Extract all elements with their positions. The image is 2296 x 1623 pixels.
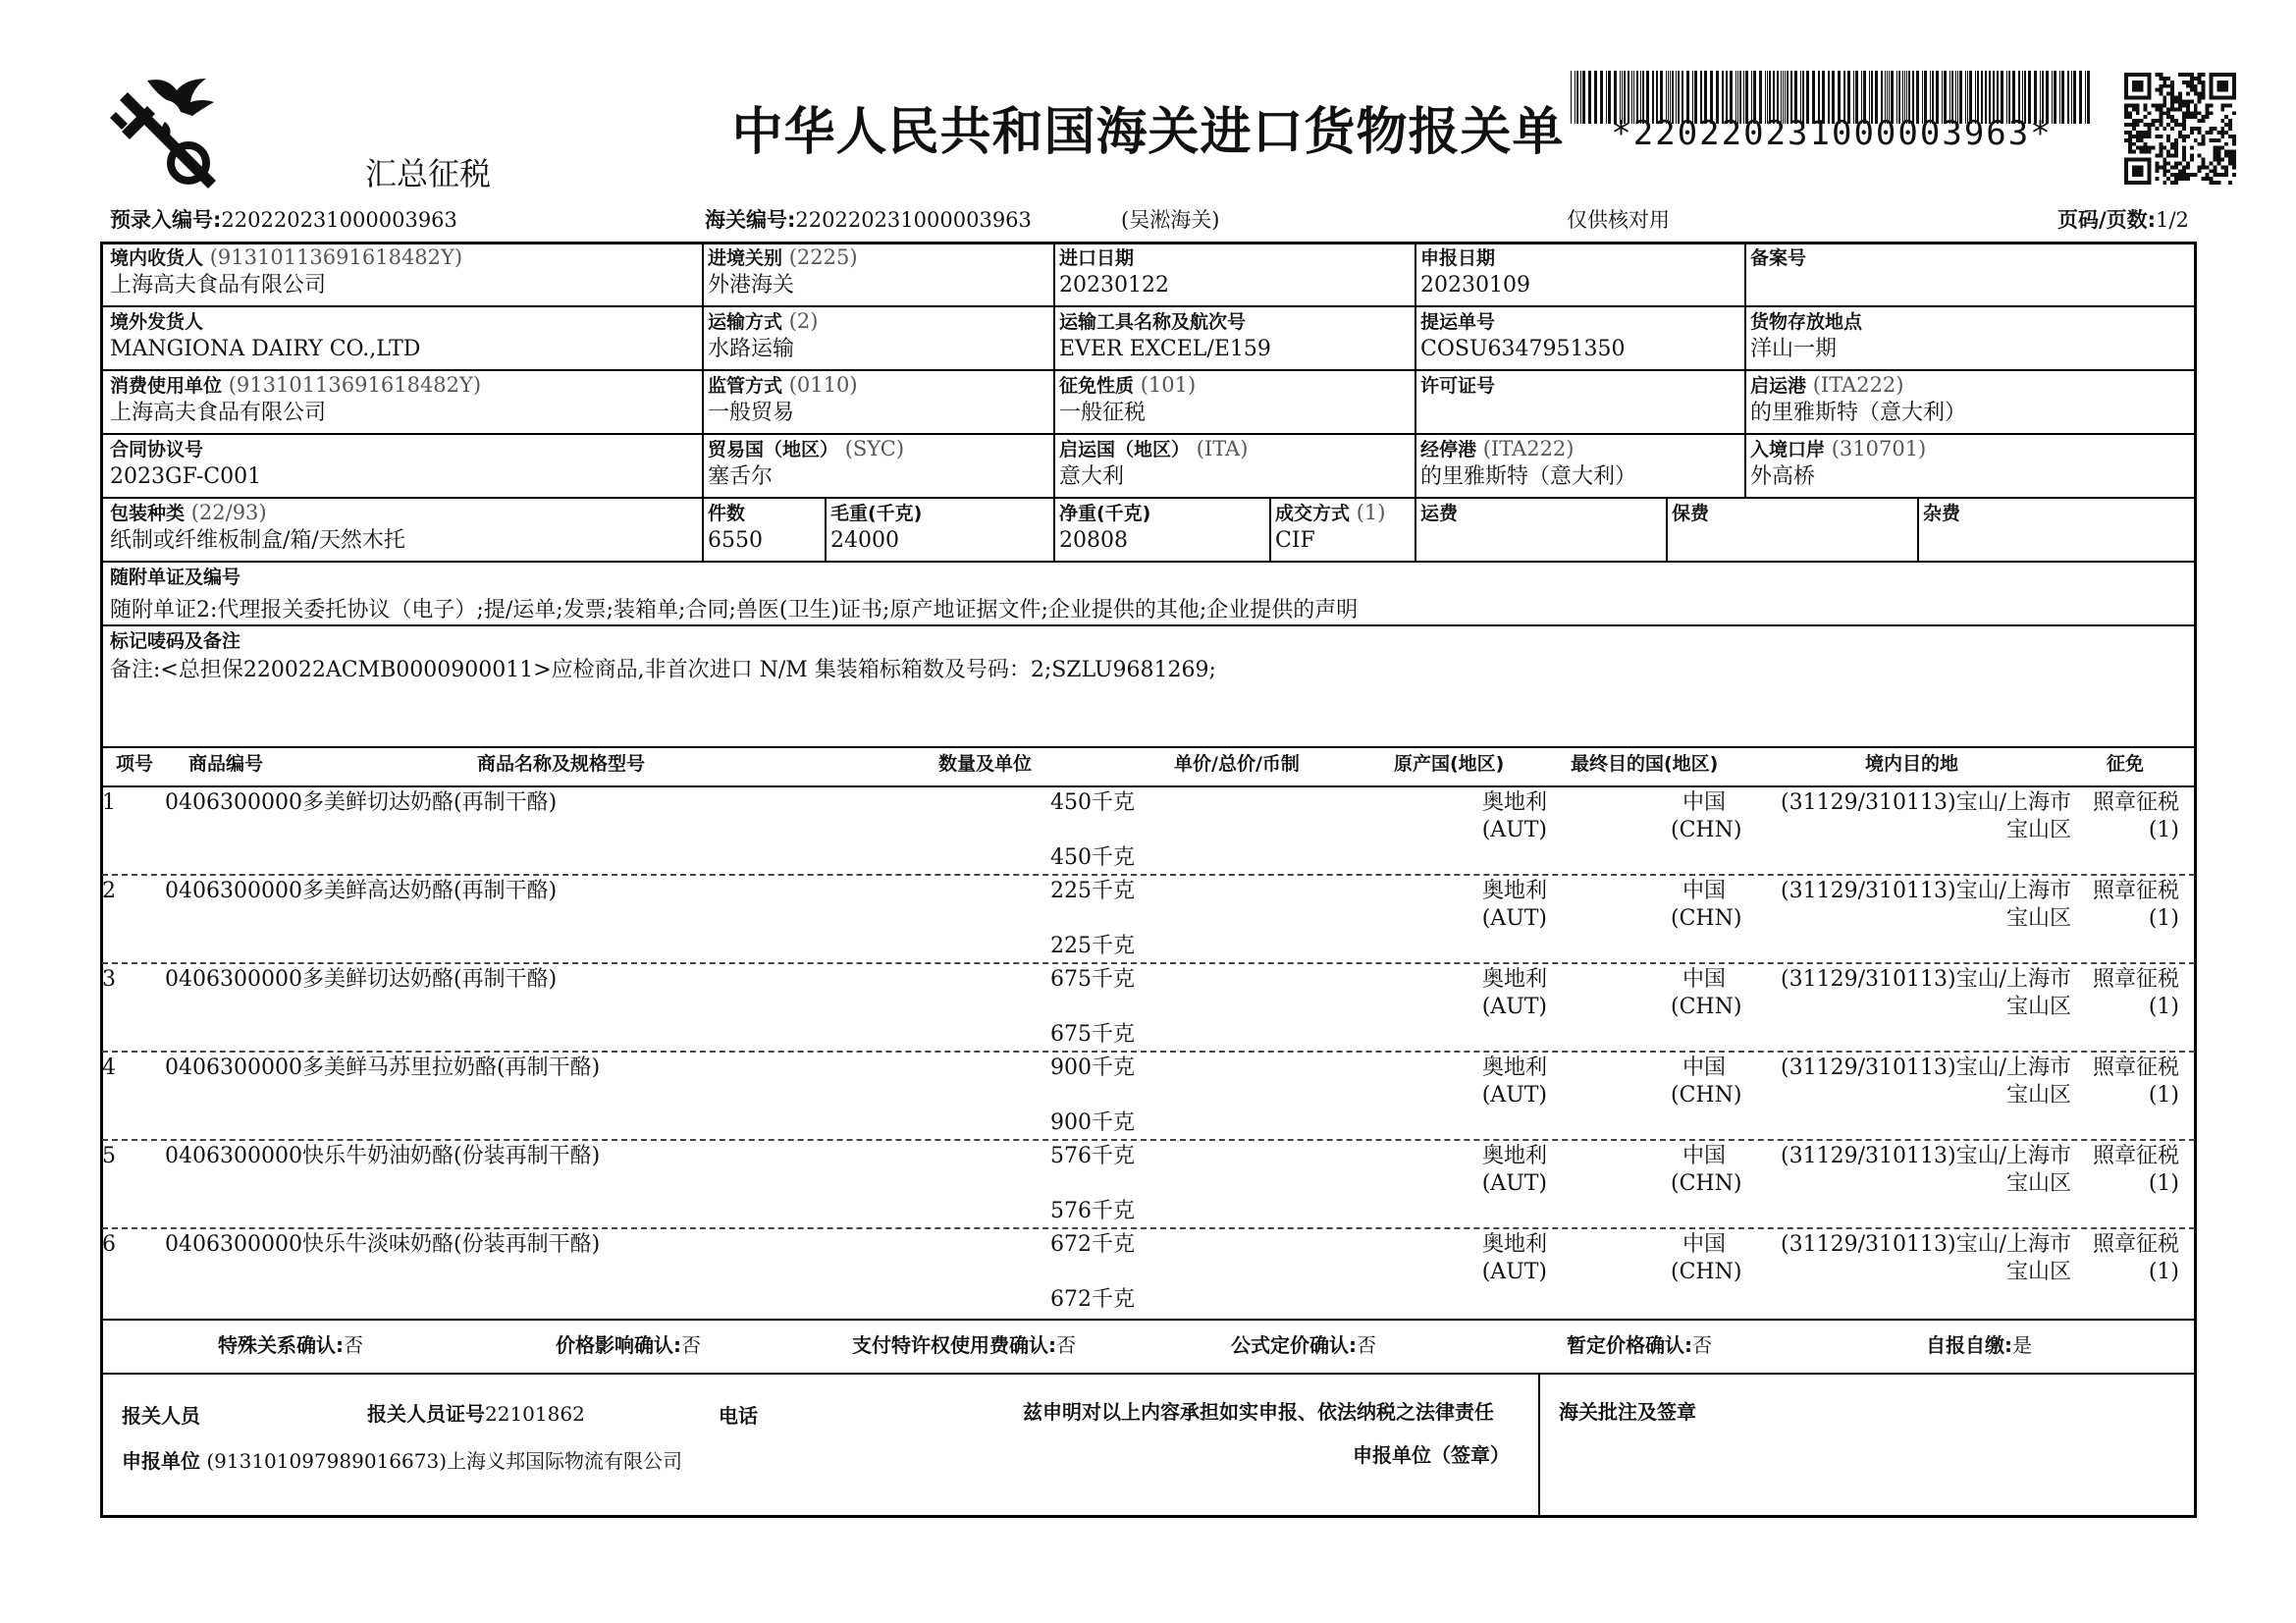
license-field: 许可证号: [1420, 375, 1496, 397]
quantity-2: 576千克: [1050, 1199, 1135, 1223]
goods-code-name: 0406300000多美鲜马苏里拉奶酪(再制干酪): [165, 1055, 601, 1080]
self-pay-confirm: 自报自缴:是: [1926, 1333, 2032, 1357]
storage-field: 货物存放地点 洋山一期: [1750, 311, 1863, 361]
goods-code-name: 0406300000多美鲜切达奶酪(再制干酪): [165, 967, 558, 992]
deal-mode-field: 成交方式 (1) CIF: [1275, 501, 1386, 553]
origin-country: 奥地利: [1481, 790, 1547, 815]
destination-country: 中国: [1682, 1055, 1726, 1080]
quantity-2: 900千克: [1050, 1110, 1135, 1135]
levy-mode: 照章征税: [2092, 1144, 2179, 1168]
domestic-district: 宝山区: [2005, 1083, 2071, 1108]
origin-country: 奥地利: [1481, 1232, 1547, 1257]
destination-country: 中国: [1682, 967, 1726, 992]
item-no: 4: [102, 1055, 116, 1080]
destination-code: (CHN): [1671, 906, 1742, 931]
bill-number-field: 提运单号 COSU6347951350: [1420, 311, 1626, 361]
table-row: [100, 1141, 2197, 1229]
domestic-district: 宝山区: [2005, 906, 2071, 931]
levy-nature-field: 征免性质 (101) 一般征税: [1059, 373, 1197, 425]
barcode-number: *220220231000003963*: [1611, 114, 2053, 153]
formula-pricing-confirm: 公式定价确认:否: [1231, 1333, 1376, 1357]
quantity-1: 900千克: [1050, 1055, 1135, 1080]
col-item-no: 项号: [116, 753, 154, 775]
destination-country: 中国: [1682, 879, 1726, 903]
import-date-field: 进口日期 20230122: [1059, 247, 1169, 298]
domestic-destination: (31129/310113)宝山/上海市: [1781, 1144, 2071, 1168]
customs-sign-label: 海关批注及签章: [1559, 1400, 1696, 1424]
summary-tax-label: 汇总征税: [365, 155, 492, 192]
goods-code-name: 0406300000多美鲜切达奶酪(再制干酪): [165, 790, 558, 815]
quantity-2: 672千克: [1050, 1287, 1135, 1312]
packing-field: 包装种类 (22/93) 纸制或纤维板制盒/箱/天然木托: [110, 501, 405, 553]
col-domestic-dest: 境内目的地: [1865, 753, 1959, 775]
table-row: [100, 964, 2197, 1053]
domestic-destination: (31129/310113)宝山/上海市: [1781, 879, 2071, 903]
consignee-field: 境内收货人 (91310113691618482Y) 上海高夫食品有限公司: [110, 245, 463, 298]
record-number-field: 备案号: [1750, 247, 1807, 269]
trade-country-field: 贸易国（地区） (SYC) 塞舌尔: [708, 437, 905, 489]
page-title: 中华人民共和国海关进口货物报关单: [731, 103, 1565, 162]
quantity-1: 675千克: [1050, 967, 1135, 992]
table-row: [100, 787, 2197, 876]
levy-mode: 照章征税: [2092, 1055, 2179, 1080]
consumer-field: 消费使用单位 (91310113691618482Y) 上海高夫食品有限公司: [110, 373, 482, 425]
transport-mode-field: 运输方式 (2) 水路运输: [708, 309, 819, 361]
levy-code: (1): [2148, 1171, 2179, 1196]
origin-country: 奥地利: [1481, 879, 1547, 903]
documents-field: 随附单证及编号 随附单证2:代理报关委托协议（电子）;提/运单;发票;装箱单;合同;兽医(卫生)证书;原产地证据文件;企业提供的其他;企业提供的声明: [110, 567, 1359, 622]
customs-number: 海关编号:220220231000003963: [705, 208, 1032, 232]
insurance-field: 保费: [1672, 503, 1710, 524]
declarant-id: 报关人员证号22101862: [367, 1402, 585, 1426]
destination-code: (CHN): [1671, 818, 1742, 842]
pre-entry-number: 预录入编号:220220231000003963: [110, 208, 457, 232]
destination-country: 中国: [1682, 1232, 1726, 1257]
origin-country: 奥地利: [1481, 1055, 1547, 1080]
destination-country: 中国: [1682, 790, 1726, 815]
levy-mode: 照章征税: [2092, 967, 2179, 992]
destination-code: (CHN): [1671, 1083, 1742, 1108]
gross-weight-field: 毛重(千克) 24000: [830, 503, 923, 553]
item-no: 2: [102, 879, 116, 903]
item-no: 5: [102, 1144, 116, 1168]
transit-port-field: 经停港 (ITA222) 的里雅斯特（意大利）: [1420, 437, 1637, 489]
quantity-1: 225千克: [1050, 879, 1135, 903]
col-levy: 征免: [2107, 753, 2145, 775]
quantity-2: 225千克: [1050, 934, 1135, 958]
unit-seal-label: 申报单位（签章）: [1353, 1443, 1510, 1467]
domestic-district: 宝山区: [2005, 1171, 2071, 1196]
freight-field: 运费: [1420, 503, 1459, 524]
provisional-price-confirm: 暂定价格确认:否: [1567, 1333, 1712, 1357]
origin-code: (AUT): [1481, 906, 1547, 931]
remarks-field: 标记唛码及备注 备注:<总担保220022ACMB0000900011>应检商品,非首次进口 N/M 集装箱标箱数及号码：2;SZLU9681269;: [110, 630, 1216, 682]
table-row: [100, 876, 2197, 964]
domestic-destination: (31129/310113)宝山/上海市: [1781, 1055, 2071, 1080]
destination-code: (CHN): [1671, 995, 1742, 1019]
destination-code: (CHN): [1671, 1171, 1742, 1196]
legal-statement: 兹申明对以上内容承担如实申报、依法纳税之法律责任: [1023, 1400, 1494, 1424]
quantity-1: 672千克: [1050, 1232, 1135, 1257]
net-weight-field: 净重(千克) 20808: [1059, 503, 1151, 553]
pieces-field: 件数 6550: [708, 503, 763, 553]
origin-code: (AUT): [1481, 818, 1547, 842]
item-no: 3: [102, 967, 116, 992]
goods-code-name: 0406300000快乐牛奶油奶酪(份装再制干酪): [165, 1144, 601, 1168]
origin-code: (AUT): [1481, 1260, 1547, 1284]
levy-mode: 照章征税: [2092, 1232, 2179, 1257]
declaring-unit: 申报单位 (913101097989016673)上海义邦国际物流有限公司: [122, 1449, 683, 1473]
origin-code: (AUT): [1481, 1171, 1547, 1196]
col-price: 单价/总价/币制: [1174, 753, 1300, 775]
levy-code: (1): [2148, 1083, 2179, 1108]
contract-field: 合同协议号 2023GF-C001: [110, 439, 262, 489]
levy-code: (1): [2148, 1260, 2179, 1284]
entry-site-field: 入境口岸 (310701) 外高桥: [1750, 437, 1927, 489]
domestic-destination: (31129/310113)宝山/上海市: [1781, 967, 2071, 992]
qr-code-icon: [2124, 73, 2236, 185]
domestic-destination: (31129/310113)宝山/上海市: [1781, 790, 2071, 815]
special-relation-confirm: 特殊关系确认:否: [218, 1333, 363, 1357]
item-no: 6: [102, 1232, 116, 1257]
domestic-district: 宝山区: [2005, 1260, 2071, 1284]
misc-fee-field: 杂费: [1923, 503, 1961, 524]
levy-code: (1): [2148, 995, 2179, 1019]
royalty-confirm: 支付特许权使用费确认:否: [852, 1333, 1076, 1357]
vessel-field: 运输工具名称及航次号 EVER EXCEL/E159: [1059, 311, 1271, 361]
entry-port-field: 进境关别 (2225) 外港海关: [708, 245, 858, 298]
declare-date-field: 申报日期 20230109: [1420, 247, 1530, 298]
origin-code: (AUT): [1481, 995, 1547, 1019]
col-goods-name: 商品名称及规格型号: [477, 753, 646, 775]
domestic-district: 宝山区: [2005, 818, 2071, 842]
origin-country: 奥地利: [1481, 967, 1547, 992]
shipper-field: 境外发货人 MANGIONA DAIRY CO.,LTD: [110, 311, 421, 361]
declarant-label: 报关人员: [122, 1404, 200, 1428]
domestic-district: 宝山区: [2005, 995, 2071, 1019]
table-row: [100, 1053, 2197, 1141]
levy-mode: 照章征税: [2092, 879, 2179, 903]
origin-country: 奥地利: [1481, 1144, 1547, 1168]
quantity-2: 675千克: [1050, 1022, 1135, 1047]
goods-code-name: 0406300000快乐牛淡味奶酪(份装再制干酪): [165, 1232, 601, 1257]
price-impact-confirm: 价格影响确认:否: [556, 1333, 701, 1357]
col-quantity: 数量及单位: [938, 753, 1033, 775]
domestic-destination: (31129/310113)宝山/上海市: [1781, 1232, 2071, 1257]
for-check-only: 仅供核对用: [1567, 208, 1670, 232]
table-row: [100, 1229, 2197, 1318]
departure-port-field: 启运港 (ITA222) 的里雅斯特（意大利）: [1750, 373, 1967, 425]
goods-code-name: 0406300000多美鲜高达奶酪(再制干酪): [165, 879, 558, 903]
levy-code: (1): [2148, 818, 2179, 842]
quantity-1: 450千克: [1050, 790, 1135, 815]
destination-code: (CHN): [1671, 1260, 1742, 1284]
departure-country-field: 启运国（地区） (ITA) 意大利: [1059, 437, 1249, 489]
quantity-1: 576千克: [1050, 1144, 1135, 1168]
phone-label: 电话: [719, 1404, 758, 1428]
supervision-field: 监管方式 (0110) 一般贸易: [708, 373, 858, 425]
origin-code: (AUT): [1481, 1083, 1547, 1108]
quantity-2: 450千克: [1050, 845, 1135, 870]
col-goods-code: 商品编号: [188, 753, 264, 775]
col-origin: 原产国(地区): [1394, 753, 1505, 775]
levy-code: (1): [2148, 906, 2179, 931]
col-destination: 最终目的国(地区): [1571, 753, 1719, 775]
levy-mode: 照章征税: [2092, 790, 2179, 815]
destination-country: 中国: [1682, 1144, 1726, 1168]
item-no: 1: [102, 790, 116, 815]
page-number: 页码/页数:1/2: [2057, 208, 2189, 232]
customs-office: (吴淞海关): [1121, 208, 1220, 232]
